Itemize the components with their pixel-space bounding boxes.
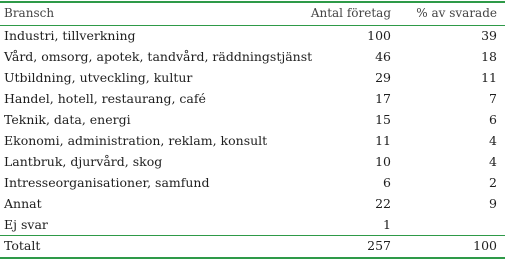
header-percent: % av svarade: [416, 6, 497, 20]
table-row: [0, 173, 505, 193]
row-industry: Lantbruk, djurvård, skog: [4, 154, 163, 169]
row-industry: Ekonomi, administration, reklam, konsult: [4, 133, 268, 148]
total-label: Totalt: [4, 238, 41, 253]
row-count: 6: [383, 175, 391, 190]
total-count: 257: [367, 238, 391, 253]
row-count: 22: [375, 196, 391, 211]
table-row: [0, 215, 505, 235]
row-count: 29: [375, 70, 391, 85]
table-row: [0, 131, 505, 151]
row-percent: 6: [489, 112, 497, 127]
row-percent: 11: [481, 70, 497, 85]
row-industry: Utbildning, utveckling, kultur: [4, 70, 193, 85]
table-row: [0, 47, 505, 67]
row-percent: 4: [489, 133, 497, 148]
row-percent: 9: [489, 196, 497, 211]
header-count: Antal företag: [310, 6, 391, 20]
row-percent: 18: [481, 49, 497, 64]
row-percent: 4: [489, 154, 497, 169]
table-bottom-rule: [0, 257, 505, 259]
table-row: [0, 152, 505, 172]
row-percent: 39: [481, 28, 497, 43]
row-industry: Vård, omsorg, apotek, tandvård, räddningstjänst: [4, 49, 313, 64]
table-header-row: [0, 3, 505, 23]
row-count: 10: [375, 154, 391, 169]
row-percent: 2: [489, 175, 497, 190]
row-industry: Handel, hotell, restaurang, café: [4, 91, 206, 106]
row-industry: Industri, tillverkning: [4, 28, 136, 43]
row-industry: Annat: [4, 196, 42, 211]
row-count: 1: [383, 217, 391, 232]
row-industry: Teknik, data, energi: [4, 112, 131, 127]
row-count: 15: [375, 112, 391, 127]
table-row: [0, 68, 505, 88]
row-count: 11: [375, 133, 391, 148]
row-count: 17: [375, 91, 391, 106]
table-row: [0, 110, 505, 130]
table-row: [0, 194, 505, 214]
header-industry: Bransch: [4, 6, 55, 20]
row-count: 100: [367, 28, 391, 43]
row-industry: Intresseorganisationer, samfund: [4, 175, 210, 190]
total-percent: 100: [473, 238, 497, 253]
row-industry: Ej svar: [4, 217, 48, 232]
table-row: [0, 26, 505, 46]
table-row: [0, 89, 505, 109]
row-count: 46: [375, 49, 391, 64]
row-percent: 7: [489, 91, 497, 106]
total-row: [0, 236, 505, 256]
